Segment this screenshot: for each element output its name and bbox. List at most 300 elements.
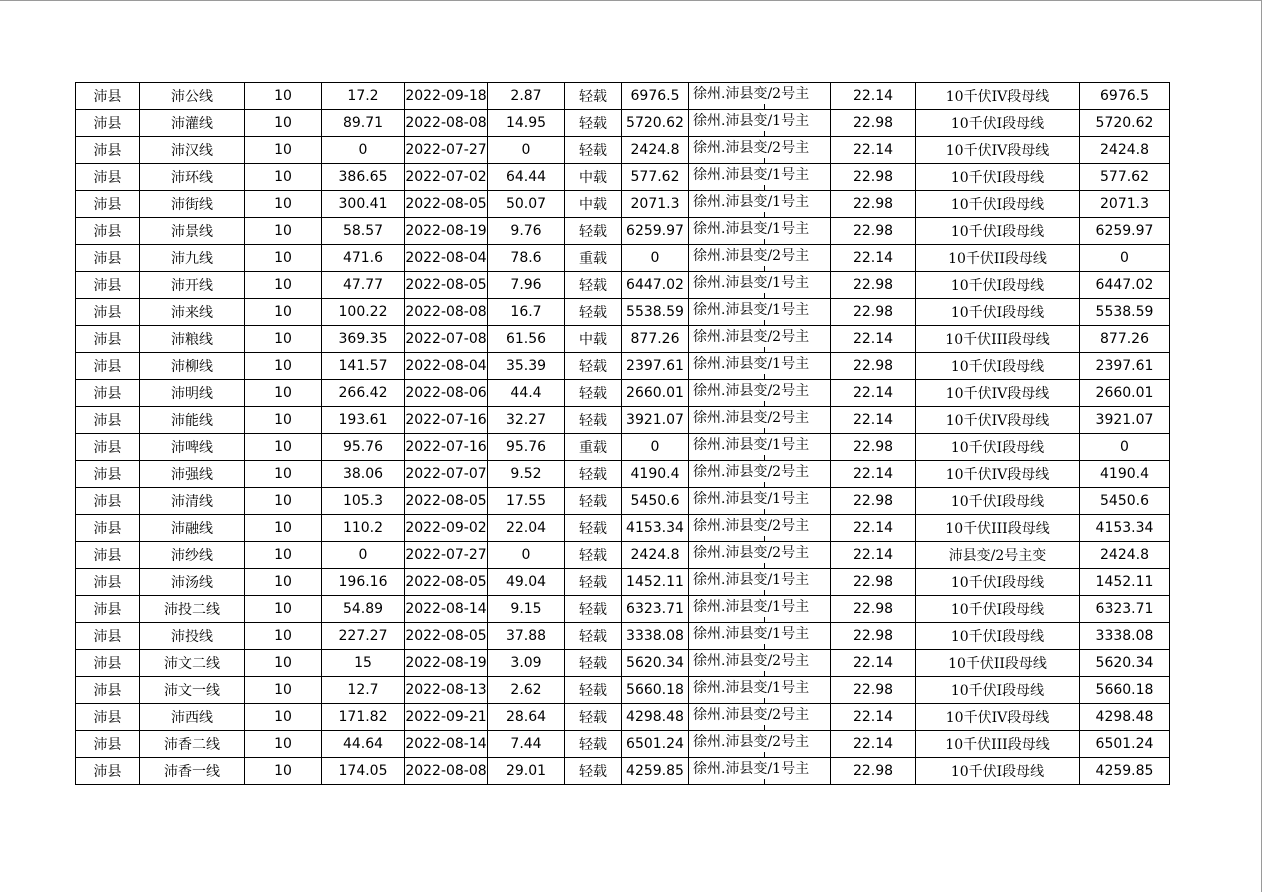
load-rate-cell: 78.6: [488, 245, 565, 272]
table-row: [76, 245, 1170, 272]
load-rate-cell: 50.07: [488, 191, 565, 218]
capacity-cell: 3338.08: [622, 623, 689, 650]
bus-section-cell: 10千伏III段母线: [916, 731, 1080, 758]
substation-cell: [689, 569, 831, 596]
substation-text: 徐州.沛县变/1号主: [693, 167, 810, 183]
table-row: [76, 434, 1170, 461]
remaining-capacity-cell: 0: [1080, 245, 1170, 272]
date-cell: 2022-07-08: [405, 326, 488, 353]
remaining-capacity-cell: 5720.62: [1080, 110, 1170, 137]
load-status-cell: 轻载: [565, 407, 622, 434]
bus-section-cell: 10千伏II段母线: [916, 245, 1080, 272]
table-row: [76, 461, 1170, 488]
table-row: [76, 110, 1170, 137]
date-cell: 2022-08-08: [405, 110, 488, 137]
table-row: [76, 758, 1170, 785]
load-status-cell: 中载: [565, 191, 622, 218]
capacity-cell: 4153.34: [622, 515, 689, 542]
rate-value-cell: 22.14: [831, 515, 916, 542]
table-row: [76, 380, 1170, 407]
line-name-cell: 沛来线: [140, 299, 245, 326]
rate-value-cell: 22.98: [831, 353, 916, 380]
rate-value-cell: 22.98: [831, 299, 916, 326]
remaining-capacity-cell: 2424.8: [1080, 137, 1170, 164]
load-value-cell: 174.05: [322, 758, 405, 785]
substation-text: 徐州.沛县变/1号主: [693, 437, 810, 453]
bus-section-cell: 10千伏IV段母线: [916, 83, 1080, 110]
load-rate-cell: 16.7: [488, 299, 565, 326]
date-cell: 2022-08-05: [405, 488, 488, 515]
substation-text: 徐州.沛县变/1号主: [693, 275, 810, 291]
load-rate-cell: 9.76: [488, 218, 565, 245]
rate-value-cell: 22.14: [831, 326, 916, 353]
load-rate-cell: 28.64: [488, 704, 565, 731]
remaining-capacity-cell: 0: [1080, 434, 1170, 461]
line-name-cell: 沛香一线: [140, 758, 245, 785]
rate-value-cell: 22.98: [831, 569, 916, 596]
load-rate-cell: 2.62: [488, 677, 565, 704]
county-cell: 沛县: [76, 434, 140, 461]
capacity-cell: 5538.59: [622, 299, 689, 326]
date-cell: 2022-08-14: [405, 731, 488, 758]
line-name-cell: 沛景线: [140, 218, 245, 245]
table-row: [76, 353, 1170, 380]
voltage-cell: 10: [245, 596, 322, 623]
load-value-cell: 110.2: [322, 515, 405, 542]
date-cell: 2022-08-19: [405, 218, 488, 245]
load-value-cell: 0: [322, 137, 405, 164]
capacity-cell: 5620.34: [622, 650, 689, 677]
bus-section-cell: 10千伏Ⅰ段母线: [916, 191, 1080, 218]
date-cell: 2022-07-27: [405, 542, 488, 569]
rate-value-cell: 22.14: [831, 461, 916, 488]
capacity-cell: 4259.85: [622, 758, 689, 785]
voltage-cell: 10: [245, 461, 322, 488]
rate-value-cell: 22.98: [831, 434, 916, 461]
rate-value-cell: 22.14: [831, 704, 916, 731]
substation-cell: [689, 272, 831, 299]
substation-cell: [689, 299, 831, 326]
table-row: [76, 83, 1170, 110]
load-status-cell: 轻载: [565, 353, 622, 380]
date-cell: 2022-08-14: [405, 596, 488, 623]
county-cell: 沛县: [76, 353, 140, 380]
voltage-cell: 10: [245, 650, 322, 677]
load-rate-cell: 29.01: [488, 758, 565, 785]
bus-section-cell: 10千伏IV段母线: [916, 137, 1080, 164]
substation-text: 徐州.沛县变/2号主: [693, 383, 810, 399]
county-cell: 沛县: [76, 272, 140, 299]
substation-text: 徐州.沛县变/2号主: [693, 464, 810, 480]
capacity-cell: 5660.18: [622, 677, 689, 704]
load-status-cell: 轻载: [565, 758, 622, 785]
county-cell: 沛县: [76, 137, 140, 164]
load-status-cell: 轻载: [565, 596, 622, 623]
line-name-cell: 沛柳线: [140, 353, 245, 380]
capacity-cell: 2424.8: [622, 137, 689, 164]
substation-text: 徐州.沛县变/2号主: [693, 518, 810, 534]
date-cell: 2022-08-08: [405, 758, 488, 785]
bus-section-cell: 10千伏Ⅰ段母线: [916, 488, 1080, 515]
substation-text: 徐州.沛县变/1号主: [693, 491, 810, 507]
substation-text: 徐州.沛县变/1号主: [693, 599, 810, 615]
load-status-cell: 轻载: [565, 650, 622, 677]
voltage-cell: 10: [245, 191, 322, 218]
rate-value-cell: 22.14: [831, 380, 916, 407]
remaining-capacity-cell: 3921.07: [1080, 407, 1170, 434]
line-name-cell: 沛明线: [140, 380, 245, 407]
rate-value-cell: 22.14: [831, 83, 916, 110]
substation-cell: [689, 380, 831, 407]
load-rate-cell: 22.04: [488, 515, 565, 542]
rate-value-cell: 22.14: [831, 542, 916, 569]
substation-cell: [689, 110, 831, 137]
line-name-cell: 沛西线: [140, 704, 245, 731]
date-cell: 2022-08-19: [405, 650, 488, 677]
date-cell: 2022-09-18: [405, 83, 488, 110]
capacity-cell: 3921.07: [622, 407, 689, 434]
load-value-cell: 0: [322, 542, 405, 569]
remaining-capacity-cell: 2660.01: [1080, 380, 1170, 407]
capacity-cell: 0: [622, 245, 689, 272]
substation-text: 徐州.沛县变/1号主: [693, 356, 810, 372]
remaining-capacity-cell: 2071.3: [1080, 191, 1170, 218]
voltage-cell: 10: [245, 110, 322, 137]
date-cell: 2022-08-06: [405, 380, 488, 407]
remaining-capacity-cell: 5538.59: [1080, 299, 1170, 326]
county-cell: 沛县: [76, 191, 140, 218]
table-row: [76, 164, 1170, 191]
voltage-cell: 10: [245, 569, 322, 596]
table-row: [76, 515, 1170, 542]
load-rate-cell: 3.09: [488, 650, 565, 677]
rate-value-cell: 22.98: [831, 677, 916, 704]
capacity-cell: 2397.61: [622, 353, 689, 380]
load-rate-cell: 64.44: [488, 164, 565, 191]
voltage-cell: 10: [245, 218, 322, 245]
load-rate-cell: 35.39: [488, 353, 565, 380]
load-status-cell: 中载: [565, 164, 622, 191]
remaining-capacity-cell: 2397.61: [1080, 353, 1170, 380]
capacity-cell: 2424.8: [622, 542, 689, 569]
load-status-cell: 轻载: [565, 380, 622, 407]
load-rate-cell: 17.55: [488, 488, 565, 515]
capacity-cell: 6323.71: [622, 596, 689, 623]
load-status-cell: 轻载: [565, 461, 622, 488]
load-rate-cell: 32.27: [488, 407, 565, 434]
substation-text: 徐州.沛县变/2号主: [693, 248, 810, 264]
remaining-capacity-cell: 5660.18: [1080, 677, 1170, 704]
bus-section-cell: 10千伏Ⅰ段母线: [916, 218, 1080, 245]
load-status-cell: 轻载: [565, 731, 622, 758]
load-rate-cell: 44.4: [488, 380, 565, 407]
substation-cell: [689, 164, 831, 191]
bus-section-cell: 10千伏III段母线: [916, 326, 1080, 353]
line-name-cell: 沛公线: [140, 83, 245, 110]
table-row: [76, 677, 1170, 704]
bus-section-cell: 10千伏IV段母线: [916, 461, 1080, 488]
line-name-cell: 沛香二线: [140, 731, 245, 758]
county-cell: 沛县: [76, 677, 140, 704]
load-value-cell: 471.6: [322, 245, 405, 272]
remaining-capacity-cell: 877.26: [1080, 326, 1170, 353]
table-row: [76, 218, 1170, 245]
capacity-cell: 1452.11: [622, 569, 689, 596]
remaining-capacity-cell: 4298.48: [1080, 704, 1170, 731]
line-name-cell: 沛汤线: [140, 569, 245, 596]
load-status-cell: 轻载: [565, 272, 622, 299]
load-value-cell: 193.61: [322, 407, 405, 434]
load-rate-cell: 7.44: [488, 731, 565, 758]
capacity-cell: 5720.62: [622, 110, 689, 137]
county-cell: 沛县: [76, 569, 140, 596]
substation-text: 徐州.沛县变/2号主: [693, 545, 810, 561]
substation-cell: [689, 677, 831, 704]
load-rate-cell: 49.04: [488, 569, 565, 596]
voltage-cell: 10: [245, 83, 322, 110]
county-cell: 沛县: [76, 299, 140, 326]
county-cell: 沛县: [76, 218, 140, 245]
load-status-cell: 轻载: [565, 623, 622, 650]
bus-section-cell: 10千伏IV段母线: [916, 704, 1080, 731]
bus-section-cell: 10千伏Ⅰ段母线: [916, 623, 1080, 650]
substation-cell: [689, 218, 831, 245]
load-value-cell: 300.41: [322, 191, 405, 218]
load-rate-cell: 9.15: [488, 596, 565, 623]
bus-section-cell: 10千伏Ⅰ段母线: [916, 272, 1080, 299]
substation-cell: [689, 758, 831, 785]
remaining-capacity-cell: 6259.97: [1080, 218, 1170, 245]
line-name-cell: 沛啤线: [140, 434, 245, 461]
table-row: [76, 137, 1170, 164]
load-status-cell: 轻载: [565, 110, 622, 137]
line-name-cell: 沛开线: [140, 272, 245, 299]
county-cell: 沛县: [76, 704, 140, 731]
rate-value-cell: 22.98: [831, 623, 916, 650]
load-status-cell: 轻载: [565, 542, 622, 569]
date-cell: 2022-07-07: [405, 461, 488, 488]
bus-section-cell: 10千伏Ⅰ段母线: [916, 596, 1080, 623]
load-value-cell: 141.57: [322, 353, 405, 380]
line-name-cell: 沛纱线: [140, 542, 245, 569]
bus-section-cell: 10千伏II段母线: [916, 650, 1080, 677]
remaining-capacity-cell: 1452.11: [1080, 569, 1170, 596]
rate-value-cell: 22.98: [831, 110, 916, 137]
substation-cell: [689, 83, 831, 110]
substation-cell: [689, 704, 831, 731]
voltage-cell: 10: [245, 272, 322, 299]
load-value-cell: 17.2: [322, 83, 405, 110]
load-rate-cell: 37.88: [488, 623, 565, 650]
substation-text: 徐州.沛县变/2号主: [693, 329, 810, 345]
remaining-capacity-cell: 4259.85: [1080, 758, 1170, 785]
line-name-cell: 沛能线: [140, 407, 245, 434]
capacity-cell: 5450.6: [622, 488, 689, 515]
voltage-cell: 10: [245, 245, 322, 272]
substation-cell: [689, 731, 831, 758]
load-value-cell: 227.27: [322, 623, 405, 650]
date-cell: 2022-07-27: [405, 137, 488, 164]
voltage-cell: 10: [245, 326, 322, 353]
date-cell: 2022-08-04: [405, 353, 488, 380]
remaining-capacity-cell: 6976.5: [1080, 83, 1170, 110]
substation-cell: [689, 326, 831, 353]
load-status-cell: 轻载: [565, 704, 622, 731]
substation-text: 徐州.沛县变/1号主: [693, 626, 810, 642]
remaining-capacity-cell: 6323.71: [1080, 596, 1170, 623]
rate-value-cell: 22.98: [831, 218, 916, 245]
date-cell: 2022-08-05: [405, 623, 488, 650]
line-name-cell: 沛粮线: [140, 326, 245, 353]
rate-value-cell: 22.98: [831, 272, 916, 299]
county-cell: 沛县: [76, 515, 140, 542]
substation-cell: [689, 596, 831, 623]
bus-section-cell: 10千伏Ⅰ段母线: [916, 299, 1080, 326]
county-cell: 沛县: [76, 380, 140, 407]
bus-section-cell: 10千伏Ⅰ段母线: [916, 164, 1080, 191]
load-rate-cell: 2.87: [488, 83, 565, 110]
substation-cell: [689, 191, 831, 218]
load-rate-cell: 0: [488, 542, 565, 569]
substation-text: 徐州.沛县变/1号主: [693, 572, 810, 588]
capacity-cell: 4190.4: [622, 461, 689, 488]
capacity-cell: 2660.01: [622, 380, 689, 407]
load-value-cell: 47.77: [322, 272, 405, 299]
load-value-cell: 58.57: [322, 218, 405, 245]
rate-value-cell: 22.98: [831, 191, 916, 218]
table-row: [76, 326, 1170, 353]
voltage-cell: 10: [245, 623, 322, 650]
load-value-cell: 171.82: [322, 704, 405, 731]
substation-text: 徐州.沛县变/2号主: [693, 734, 810, 750]
capacity-cell: 6976.5: [622, 83, 689, 110]
county-cell: 沛县: [76, 245, 140, 272]
table-row: [76, 650, 1170, 677]
remaining-capacity-cell: 6501.24: [1080, 731, 1170, 758]
bus-section-cell: 10千伏Ⅰ段母线: [916, 569, 1080, 596]
voltage-cell: 10: [245, 758, 322, 785]
bus-section-cell: 沛县变/2号主变: [916, 542, 1080, 569]
county-cell: 沛县: [76, 164, 140, 191]
rate-value-cell: 22.14: [831, 407, 916, 434]
voltage-cell: 10: [245, 407, 322, 434]
feeder-load-table: [75, 82, 1170, 785]
substation-text: 徐州.沛县变/1号主: [693, 761, 810, 777]
load-status-cell: 轻载: [565, 83, 622, 110]
county-cell: 沛县: [76, 83, 140, 110]
clipped-text-mark: [764, 779, 765, 785]
load-value-cell: 386.65: [322, 164, 405, 191]
bus-section-cell: 10千伏Ⅰ段母线: [916, 677, 1080, 704]
bus-section-cell: 10千伏Ⅰ段母线: [916, 353, 1080, 380]
remaining-capacity-cell: 577.62: [1080, 164, 1170, 191]
table-row: [76, 569, 1170, 596]
voltage-cell: 10: [245, 380, 322, 407]
bus-section-cell: 10千伏Ⅰ段母线: [916, 434, 1080, 461]
county-cell: 沛县: [76, 461, 140, 488]
date-cell: 2022-07-16: [405, 407, 488, 434]
substation-cell: [689, 650, 831, 677]
substation-cell: [689, 515, 831, 542]
date-cell: 2022-08-08: [405, 299, 488, 326]
substation-text: 徐州.沛县变/2号主: [693, 86, 810, 102]
load-rate-cell: 9.52: [488, 461, 565, 488]
substation-text: 徐州.沛县变/2号主: [693, 707, 810, 723]
date-cell: 2022-09-21: [405, 704, 488, 731]
county-cell: 沛县: [76, 488, 140, 515]
load-status-cell: 轻载: [565, 515, 622, 542]
load-value-cell: 95.76: [322, 434, 405, 461]
date-cell: 2022-09-02: [405, 515, 488, 542]
voltage-cell: 10: [245, 164, 322, 191]
voltage-cell: 10: [245, 731, 322, 758]
voltage-cell: 10: [245, 704, 322, 731]
substation-cell: [689, 488, 831, 515]
load-value-cell: 196.16: [322, 569, 405, 596]
bus-section-cell: 10千伏III段母线: [916, 515, 1080, 542]
line-name-cell: 沛强线: [140, 461, 245, 488]
rate-value-cell: 22.98: [831, 758, 916, 785]
line-name-cell: 沛九线: [140, 245, 245, 272]
load-rate-cell: 61.56: [488, 326, 565, 353]
date-cell: 2022-08-05: [405, 569, 488, 596]
voltage-cell: 10: [245, 137, 322, 164]
table-row: [76, 299, 1170, 326]
substation-text: 徐州.沛县变/2号主: [693, 140, 810, 156]
substation-text: 徐州.沛县变/2号主: [693, 410, 810, 426]
substation-cell: [689, 434, 831, 461]
substation-cell: [689, 137, 831, 164]
remaining-capacity-cell: 5620.34: [1080, 650, 1170, 677]
bus-section-cell: 10千伏Ⅰ段母线: [916, 758, 1080, 785]
county-cell: 沛县: [76, 650, 140, 677]
county-cell: 沛县: [76, 110, 140, 137]
load-status-cell: 重载: [565, 245, 622, 272]
county-cell: 沛县: [76, 326, 140, 353]
rate-value-cell: 22.98: [831, 164, 916, 191]
load-status-cell: 轻载: [565, 218, 622, 245]
load-rate-cell: 14.95: [488, 110, 565, 137]
load-value-cell: 100.22: [322, 299, 405, 326]
line-name-cell: 沛清线: [140, 488, 245, 515]
substation-text: 徐州.沛县变/1号主: [693, 194, 810, 210]
load-status-cell: 轻载: [565, 677, 622, 704]
capacity-cell: 4298.48: [622, 704, 689, 731]
voltage-cell: 10: [245, 434, 322, 461]
table-row: [76, 407, 1170, 434]
date-cell: 2022-08-05: [405, 191, 488, 218]
load-value-cell: 15: [322, 650, 405, 677]
voltage-cell: 10: [245, 353, 322, 380]
load-status-cell: 中载: [565, 326, 622, 353]
line-name-cell: 沛投线: [140, 623, 245, 650]
table-row: [76, 731, 1170, 758]
table-body: [76, 83, 1170, 785]
voltage-cell: 10: [245, 515, 322, 542]
load-value-cell: 105.3: [322, 488, 405, 515]
substation-text: 徐州.沛县变/1号主: [693, 221, 810, 237]
capacity-cell: 6501.24: [622, 731, 689, 758]
substation-cell: [689, 542, 831, 569]
line-name-cell: 沛融线: [140, 515, 245, 542]
date-cell: 2022-07-16: [405, 434, 488, 461]
line-name-cell: 沛文一线: [140, 677, 245, 704]
bus-section-cell: 10千伏IV段母线: [916, 407, 1080, 434]
substation-cell: [689, 461, 831, 488]
load-value-cell: 89.71: [322, 110, 405, 137]
date-cell: 2022-07-02: [405, 164, 488, 191]
line-name-cell: 沛环线: [140, 164, 245, 191]
